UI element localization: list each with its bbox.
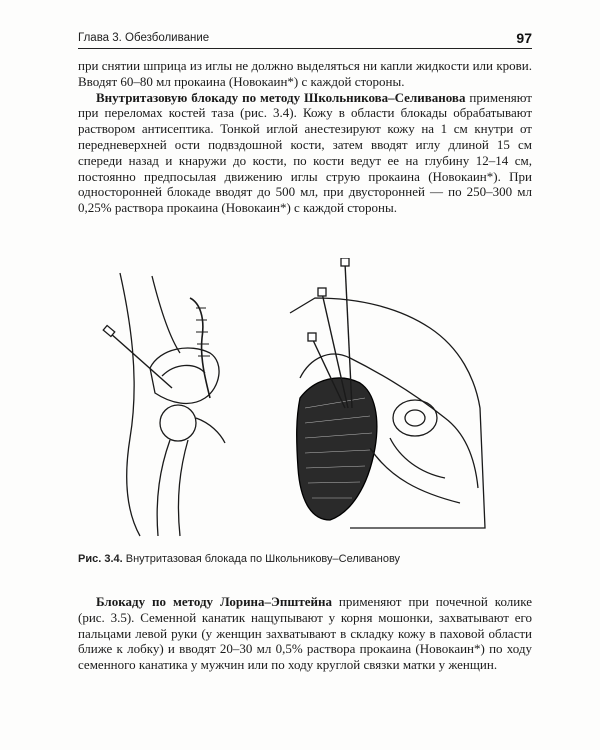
paragraph-text: применяют при почечной колике (рис. 3.5). Семенной канатик нащупывают у корня мошонки, захватывают его пальцами левой руки (у женщин захватывают в складку кожу в паховой области ближе к лобку) и вводят 20–30 мл 0,5% раствора прокаина (Новокаин*) по ходу семенного канатика у мужчин или по ходу круглой связки матки у женщин. — [78, 594, 533, 673]
text-block-bottom — [78, 594, 532, 673]
anatomy-figure — [100, 258, 520, 538]
paragraph-heading: Внутритазовую блокаду по методу Школьникова–Селиванова — [96, 89, 466, 105]
paragraph-continuation: при снятии шприца из иглы не должно выделяться ни капли жидкости или крови. Вводят 60–80 мл прокаина (Новокаин*) с каждой стороны. — [78, 58, 532, 89]
paragraph-intrapelvic-block — [78, 90, 532, 216]
figure-caption-text: Внутритазовая блокада по Школьникову–Селиванову — [125, 553, 401, 565]
paragraph-heading: Блокаду по методу Лорина–Эпштейна — [96, 594, 332, 609]
running-header — [78, 30, 532, 49]
page-number: 97 — [516, 30, 532, 46]
pelvis-illustration — [103, 273, 225, 536]
cross-section-illustration — [290, 258, 485, 528]
figure-caption — [78, 553, 400, 565]
paragraph-text: применяют при переломах костей таза (рис. 3.4). Кожу в области блокады обрабатывают раствором антисептика. Тонкой иглой анестезируют кожу на 1 см кнутри от передневерхней ости подвздошной кости, затем вводят иглу длиной 15 см спереди назад и кнаружи до кости, по кости ведут ее на глубину 12–14 см, постоянно предпосылая движению иглы струю прокаина (Новокаин*). При односторонней блокаде вводят до 500 мл, при двусторонней — по 250–300 мл 0,25% раствора прокаина (Новокаин*) с каждой стороны. — [78, 89, 532, 216]
text-block-top — [78, 58, 532, 216]
figure-label: Рис. 3.4. — [78, 553, 123, 565]
needle-left — [110, 333, 172, 388]
chapter-title: Глава 3. Обезболивание — [78, 32, 210, 44]
paragraph-lorin-epstein — [78, 594, 532, 673]
